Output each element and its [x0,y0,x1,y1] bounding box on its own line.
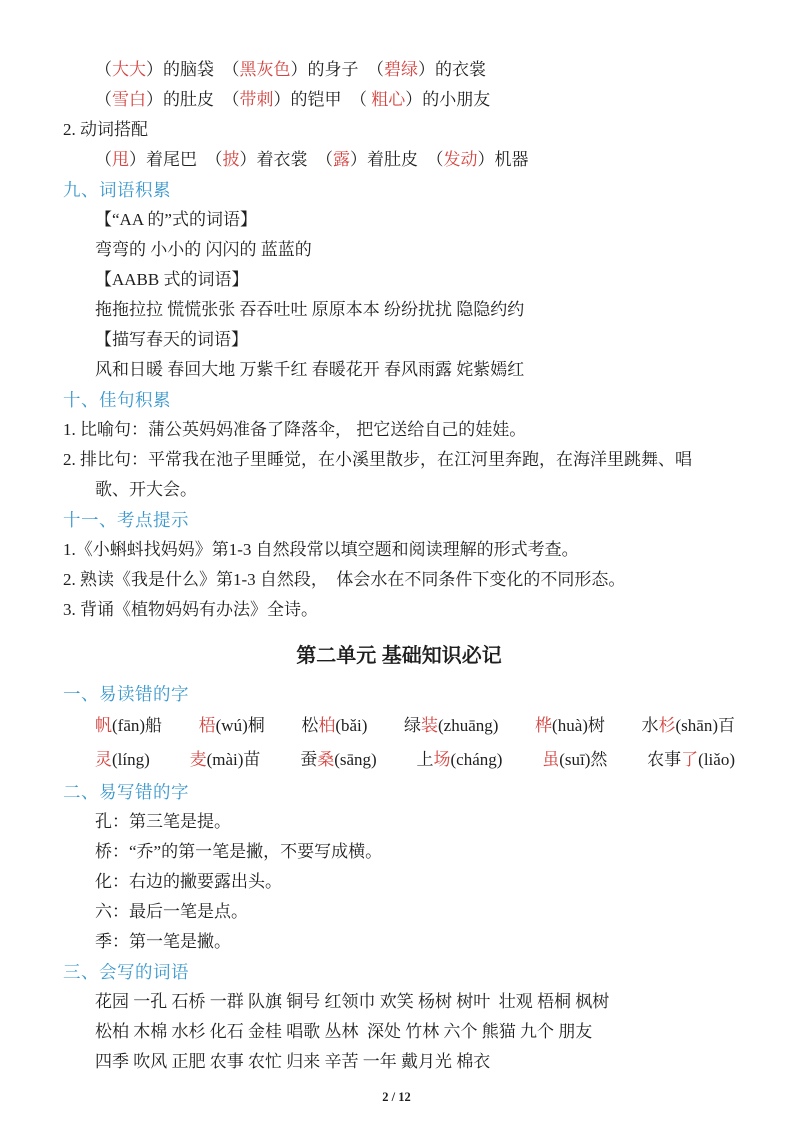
verb-collocation-line [63,145,735,175]
pinyin-item [190,743,261,777]
aabb-pattern-label: 【AABB 式的词语】 [95,270,249,289]
stroke-note-liu: 六：最后一笔是点。 [95,902,248,921]
text-segment: （ [95,150,112,169]
highlighted-char: 甩 [112,150,129,169]
highlighted-char: 带刺 [239,90,274,109]
pinyin-item [404,709,498,743]
aa-pattern-words: 弯弯的 小小的 闪闪的 蓝蓝的 [95,240,312,259]
text-segment: ）着肚皮 （ [350,150,444,169]
pinyin-item [542,743,607,777]
text-segment: (cháng) [450,750,503,769]
text-segment: (fān)船 [112,716,163,735]
text-segment: ）着衣裳 （ [239,150,333,169]
text-segment: 蚕 [300,750,318,769]
text-segment: ）机器 [477,150,529,169]
text-segment: 农事 [647,750,682,769]
highlighted-char: 帆 [95,716,112,735]
highlighted-char: 雪白 [112,90,146,109]
text-segment: (suī)然 [559,750,608,769]
section-heading-9: 九、词语积累 [63,180,171,200]
highlighted-char: 粗心 [371,90,406,109]
highlighted-char: 装 [421,716,439,735]
unit2-title: 第二单元 基础知识必记 [296,645,502,667]
highlighted-char: 露 [333,150,350,169]
text-segment: ）的衣裳 [418,60,486,79]
collocation-line-2 [63,85,735,115]
text-segment: ）的铠甲 （ [273,90,372,109]
highlighted-char: 大大 [112,60,146,79]
section-heading-u2-3: 三、会写的词语 [63,962,189,982]
text-segment: ）的脑袋 （ [146,60,240,79]
pinyin-item [95,709,162,743]
spring-words-label: 【描写春天的词语】 [95,330,248,349]
pinyin-row-1 [63,709,735,743]
stroke-note-qiao: 桥：“乔”的第一笔是撇，不要写成横。 [95,842,383,861]
pinyin-item [301,709,367,743]
highlighted-char: 桑 [317,750,335,769]
section-heading-u2-2: 二、易写错的字 [63,782,189,802]
pinyin-item [199,709,265,743]
text-segment: 水 [641,716,659,735]
page-number: 2 / 12 [382,1090,411,1104]
spring-words: 风和日暖 春回大地 万紫千红 春暖花开 春风雨露 姹紫嫣红 [95,360,525,379]
parallel-sentence-cont: 歌、开大会。 [95,480,197,499]
highlighted-char: 梧 [198,716,216,735]
section-heading-u2-1: 一、易读错的字 [63,684,189,704]
text-segment: ）着尾巴 （ [129,150,223,169]
highlighted-char: 虽 [542,750,560,769]
highlighted-char: 了 [681,750,699,769]
aabb-pattern-words: 拖拖拉拉 慌慌张张 吞吞吐吐 原原本本 纷纷扰扰 隐隐约约 [95,300,525,319]
highlighted-char: 发动 [443,150,478,169]
highlighted-char: 灵 [95,750,112,769]
exam-point-3: 3. 背诵《植物妈妈有办法》全诗。 [63,600,318,619]
text-segment: （ [95,60,112,79]
simile-sentence: 1. 比喻句：蒲公英妈妈准备了降落伞， 把它送给自己的娃娃。 [63,420,527,439]
section-heading-10: 十、佳句积累 [63,390,171,410]
text-segment: ）的身子 （ [290,60,384,79]
stroke-note-ji: 季：第一笔是撇。 [95,932,231,951]
highlighted-char: 柏 [318,716,336,735]
text-segment: (huà)树 [552,716,605,735]
text-segment: (shān)百 [675,716,735,735]
aa-pattern-label: 【“AA 的”式的词语】 [95,210,257,229]
highlighted-char: 杉 [658,716,676,735]
highlighted-char: 黑灰色 [239,60,291,79]
stroke-note-kong: 孔：第三笔是提。 [95,812,231,831]
highlighted-char: 碧绿 [384,60,418,79]
text-segment: ）的小朋友 [405,90,491,109]
pinyin-item [647,743,735,777]
pinyin-item [642,709,735,743]
text-segment: ）的肚皮 （ [146,90,240,109]
text-segment: (zhuāng) [438,716,499,735]
text-segment: （ [95,90,112,109]
write-words-row-1: 花园 一孔 石桥 一群 队旗 铜号 红领巾 欢笑 杨树 树叶 壮观 梧桐 枫树 [95,992,610,1011]
pinyin-item [416,743,502,777]
pinyin-item [300,743,376,777]
pinyin-item [95,743,150,777]
text-segment: 绿 [404,716,422,735]
highlighted-char: 场 [433,750,451,769]
text-segment: (wú)桐 [215,716,265,735]
text-segment: (bǎi) [335,716,368,735]
text-segment: (liǎo) [698,750,735,769]
exam-point-1: 1.《小蝌蚪找妈妈》第1-3 自然段常以填空题和阅读理解的形式考查。 [63,540,579,559]
pinyin-item [535,709,605,743]
highlighted-char: 披 [222,150,240,169]
stroke-note-hua: 化：右边的撇要露出头。 [95,872,282,891]
write-words-row-3: 四季 吹风 正肥 农事 农忙 归来 辛苦 一年 戴月光 棉衣 [95,1052,491,1071]
write-words-row-2: 松柏 木棉 水杉 化石 金桂 唱歌 丛林 深处 竹林 六个 熊猫 九个 朋友 [95,1022,593,1041]
text-segment: 上 [416,750,434,769]
section-heading-11: 十一、考点提示 [63,510,189,530]
highlighted-char: 麦 [189,750,207,769]
highlighted-char: 桦 [535,716,553,735]
pinyin-row-2 [63,743,735,777]
text-segment: 松 [301,716,319,735]
document-body [63,55,735,1077]
collocation-line-1 [63,55,735,85]
text-segment: (sāng) [334,750,377,769]
parallel-sentence: 2. 排比句：平常我在池子里睡觉，在小溪里散步，在江河里奔跑，在海洋里跳舞、唱 [63,450,692,469]
text-segment: (líng) [112,750,150,769]
text-segment: (mài)苗 [206,750,261,769]
exam-point-2: 2. 熟读《我是什么》第1-3 自然段， 体会水在不同条件下变化的不同形态。 [63,570,626,589]
verb-collocation-label: 2. 动词搭配 [63,120,148,139]
